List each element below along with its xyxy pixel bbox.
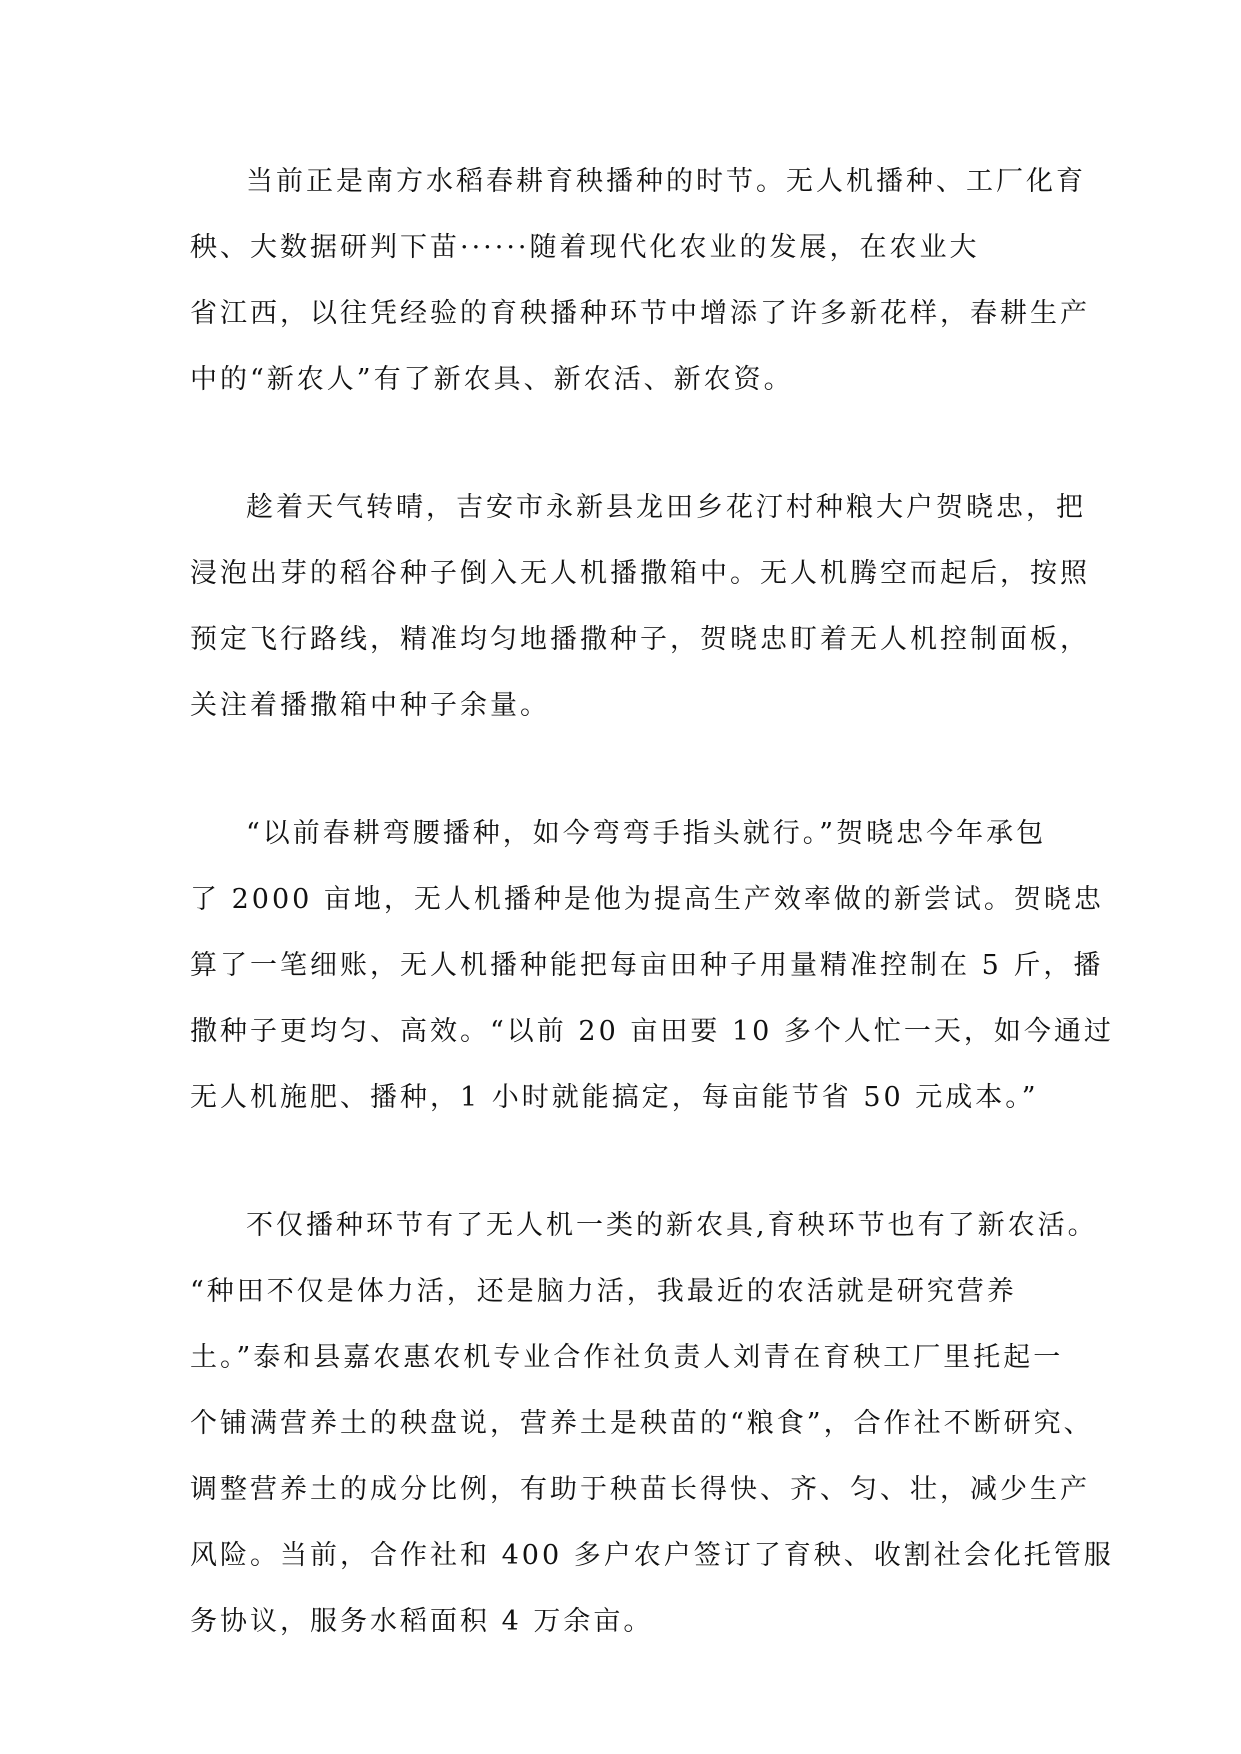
paragraph-line: 个铺满营养土的秧盘说，营养土是秧苗的“粮食”，合作社不断研究、 (190, 1408, 1094, 1439)
paragraph-line: 中的“新农人”有了新农具、新农活、新农资。 (190, 364, 794, 395)
paragraph-line: 不仅播种环节有了无人机一类的新农具,育秧环节也有了新农活。 (246, 1210, 1098, 1241)
paragraph-line: 土。”泰和县嘉农惠农机专业合作社负责人刘青在育秧工厂里托起一 (190, 1342, 1064, 1373)
paragraph-line: 当前正是南方水稻春耕育秧播种的时节。无人机播种、工厂化育 (246, 166, 1086, 197)
paragraph-line: 秧、大数据研判下苗······随着现代化农业的发展，在农业大 (190, 232, 980, 263)
paragraph-line: 撒种子更均匀、高效。“以前 20 亩田要 10 多个人忙一天，如今通过 (190, 1016, 1114, 1047)
paragraph-line: 了 2000 亩地，无人机播种是他为提高生产效率做的新尝试。贺晓忠 (190, 884, 1104, 915)
paragraph-line: 调整营养土的成分比例，有助于秧苗长得快、齐、匀、壮，减少生产 (190, 1474, 1090, 1505)
paragraph-line: 算了一笔细账，无人机播种能把每亩田种子用量精准控制在 5 斤，播 (190, 950, 1104, 981)
paragraph-line: “种田不仅是体力活，还是脑力活，我最近的农活就是研究营养 (190, 1276, 1017, 1307)
paragraph-line: 趁着天气转晴，吉安市永新县龙田乡花汀村种粮大户贺晓忠，把 (246, 492, 1086, 523)
paragraph-spacer (190, 1131, 1060, 1193)
paragraph-line: 预定飞行路线，精准均匀地播撒种子，贺晓忠盯着无人机控制面板， (190, 624, 1090, 655)
paragraph-line: 省江西，以往凭经验的育秧播种环节中增添了许多新花样，春耕生产 (190, 298, 1090, 329)
paragraph-line: 务协议，服务水稻面积 4 万余亩。 (190, 1606, 654, 1637)
paragraph-line: “以前春耕弯腰播种，如今弯弯手指头就行。”贺晓忠今年承包 (246, 818, 1047, 849)
paragraph-line: 关注着播撒箱中种子余量。 (190, 690, 550, 721)
paragraph-line: 无人机施肥、播种，1 小时就能搞定，每亩能节省 50 元成本。” (190, 1082, 1039, 1113)
article-body (190, 149, 1114, 1655)
paragraph-2 (190, 475, 1090, 739)
paragraph-spacer (190, 739, 1060, 801)
paragraph-line: 风险。当前，合作社和 400 多户农户签订了育秧、收割社会化托管服 (190, 1540, 1114, 1571)
paragraph-4 (190, 1193, 1114, 1655)
paragraph-line: 浸泡出芽的稻谷种子倒入无人机播撒箱中。无人机腾空而起后，按照 (190, 558, 1090, 589)
paragraph-3 (190, 801, 1114, 1131)
paragraph-spacer (190, 413, 1060, 475)
paragraph-1 (190, 149, 1090, 413)
